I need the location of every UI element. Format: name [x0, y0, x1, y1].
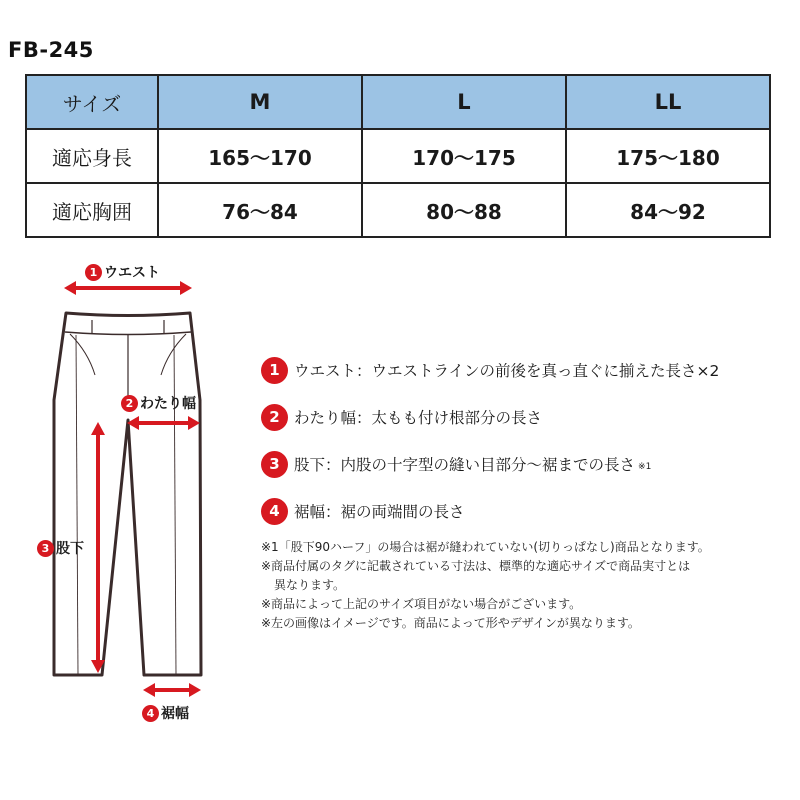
header-size-ll: LL [566, 75, 770, 129]
table-header-row [26, 75, 770, 129]
legend-item-hem [261, 497, 781, 525]
table-row [26, 183, 770, 237]
note-line: 異なります。 [274, 578, 346, 592]
marker-label-inseam: 股下 [56, 541, 84, 557]
legend-term: ウエスト [294, 362, 357, 380]
marker-thigh [121, 392, 196, 414]
size-table [25, 74, 771, 238]
marker-number-3: 3 [37, 540, 54, 557]
row-label-chest: 適応胸囲 [26, 183, 158, 237]
legend-description: ：太もも付け根部分の長さ [356, 409, 543, 427]
marker-label-waist: ウエスト [104, 265, 160, 281]
pants-diagram [0, 250, 250, 730]
pants-illustration [0, 250, 250, 730]
legend-term: わたり幅 [294, 409, 357, 427]
cell-chest-m: 76〜84 [158, 183, 362, 237]
marker-number-4: 4 [142, 705, 159, 722]
model-number: FB-245 [8, 38, 94, 62]
legend-number-1: 1 [261, 357, 288, 384]
marker-number-2: 2 [121, 395, 138, 412]
legend-description: ：ウエストラインの前後を真っ直ぐに揃えた長さ×2 [356, 362, 720, 380]
legend-description: ：内股の十字型の縫い目部分〜裾までの長さ [325, 456, 636, 474]
legend-term: 裾幅 [294, 503, 326, 521]
legend-item-thigh [261, 403, 781, 431]
legend-footnote-mark: ※1 [638, 462, 652, 472]
table-row [26, 129, 770, 183]
marker-label-hem: 裾幅 [161, 706, 189, 722]
note-line: ※左の画像はイメージです。商品によって形やデザインが異なります。 [261, 616, 640, 630]
hem-arrow-left-head [143, 683, 155, 697]
legend-item-waist [261, 356, 781, 384]
legend-number-3: 3 [261, 451, 288, 478]
header-size-label: サイズ [26, 75, 158, 129]
measurement-legend [261, 356, 781, 544]
header-size-l: L [362, 75, 566, 129]
marker-waist [85, 261, 160, 283]
legend-item-inseam [261, 450, 781, 478]
legend-number-4: 4 [261, 498, 288, 525]
hem-arrow-right-head [189, 683, 201, 697]
legend-number-2: 2 [261, 404, 288, 431]
cell-chest-l: 80〜88 [362, 183, 566, 237]
cell-chest-ll: 84〜92 [566, 183, 770, 237]
note-line: ※商品付属のタグに記載されている寸法は、標準的な適応サイズで商品実寸とは [261, 559, 691, 573]
note-line: ※商品によって上記のサイズ項目がない場合がございます。 [261, 597, 582, 611]
row-label-height: 適応身長 [26, 129, 158, 183]
marker-label-thigh: わたり幅 [140, 396, 196, 412]
marker-hem [142, 702, 189, 724]
note-line: ※1「股下90ハーフ」の場合は裾が縫われていない(切りっぱなし)商品となります。 [261, 540, 710, 554]
marker-number-1: 1 [85, 264, 102, 281]
cell-height-ll: 175〜180 [566, 129, 770, 183]
footnotes [261, 538, 781, 633]
marker-inseam [37, 537, 84, 559]
cell-height-m: 165〜170 [158, 129, 362, 183]
legend-term: 股下 [294, 456, 326, 474]
legend-description: ：裾の両端間の長さ [325, 503, 465, 521]
waist-arrow-right-head [180, 281, 192, 295]
waist-arrow-left-head [64, 281, 76, 295]
cell-height-l: 170〜175 [362, 129, 566, 183]
header-size-m: M [158, 75, 362, 129]
